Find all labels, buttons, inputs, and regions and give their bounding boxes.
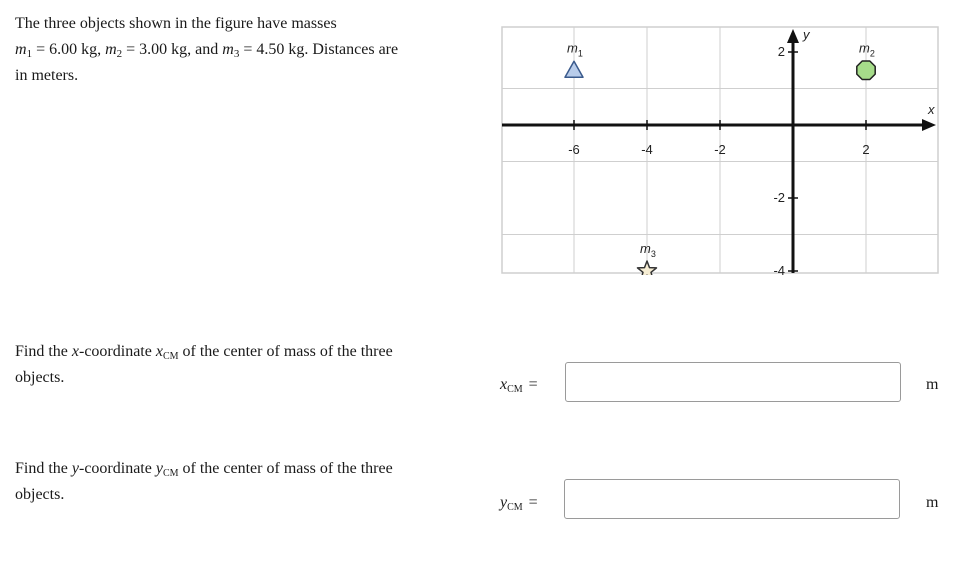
mass-label-2: $m_2$ [859, 40, 875, 59]
qx-coord: x [71, 343, 79, 360]
mass-label-sub-1: 1 [577, 48, 583, 59]
xcm-label-sub: CM [507, 384, 523, 395]
xcm-answer-input[interactable] [565, 362, 901, 402]
x-tick-label: -6 [568, 142, 580, 157]
x-tick-label: -4 [641, 142, 653, 157]
x-tick-label: -2 [714, 142, 726, 157]
ycm-label-sym: y [500, 494, 508, 511]
mass-label-sub-2: 2 [869, 48, 875, 59]
qx-mid: -coordinate [79, 343, 152, 360]
mass-marker-2 [857, 61, 875, 80]
y-axis-arrow [787, 29, 799, 43]
m2-symbol: m [105, 41, 117, 58]
qx-sym: x [155, 343, 163, 360]
qy-pre: Find the [15, 460, 68, 477]
qx-post: of the center of mass of the three objects. [15, 343, 393, 386]
m2-subscript: 2 [116, 48, 123, 60]
m3-symbol: m [222, 41, 234, 58]
problem-statement [15, 11, 485, 89]
ycm-answer-input[interactable] [564, 479, 900, 519]
ycm-label-sub: CM [507, 502, 523, 513]
y-tick-label: -2 [773, 190, 785, 205]
qx-sub: CM [162, 351, 179, 362]
qx-pre: Find the [15, 343, 68, 360]
problem-intro: The three objects shown in the figure have masses [15, 15, 337, 32]
x-axis-label: x [928, 102, 935, 117]
xcm-label-eq: = [528, 376, 538, 393]
mass-label-3: $m_3$ [640, 241, 656, 259]
mass-label-1: $m_1$ [567, 40, 583, 59]
x-tick-label: 2 [862, 142, 870, 157]
m3-subscript: 3 [233, 48, 240, 60]
question-x-text [15, 339, 435, 391]
qy-sub: CM [162, 468, 179, 479]
xcm-label-sym: x [500, 376, 508, 393]
qy-post: of the center of mass of the three objects. [15, 460, 393, 503]
qy-mid: -coordinate [79, 460, 152, 477]
mass-marker-1 [565, 61, 583, 77]
xcm-label [500, 376, 538, 394]
y-tick-label: 2 [777, 44, 785, 59]
ycm-label [500, 494, 538, 512]
qy-sym: y [155, 460, 163, 477]
x-axis-arrow [922, 119, 936, 131]
m2-value: = 3.00 kg, and [126, 41, 219, 58]
m1-symbol: m [15, 41, 27, 58]
qy-coord: y [71, 460, 79, 477]
xcm-unit: m [926, 376, 939, 393]
m3-value: = 4.50 kg. Distances are [243, 41, 399, 58]
mass-label-sub-3: 3 [650, 249, 656, 259]
m1-value: = 6.00 kg, [36, 41, 102, 58]
m1-subscript: 1 [26, 48, 33, 60]
problem-tail: in meters. [15, 67, 79, 84]
question-y-text [15, 456, 435, 508]
ycm-label-eq: = [528, 494, 538, 511]
ycm-unit: m [926, 494, 939, 511]
y-tick-label: -4 [773, 263, 785, 275]
y-axis-label: y [803, 27, 810, 42]
coordinate-figure [500, 25, 940, 275]
